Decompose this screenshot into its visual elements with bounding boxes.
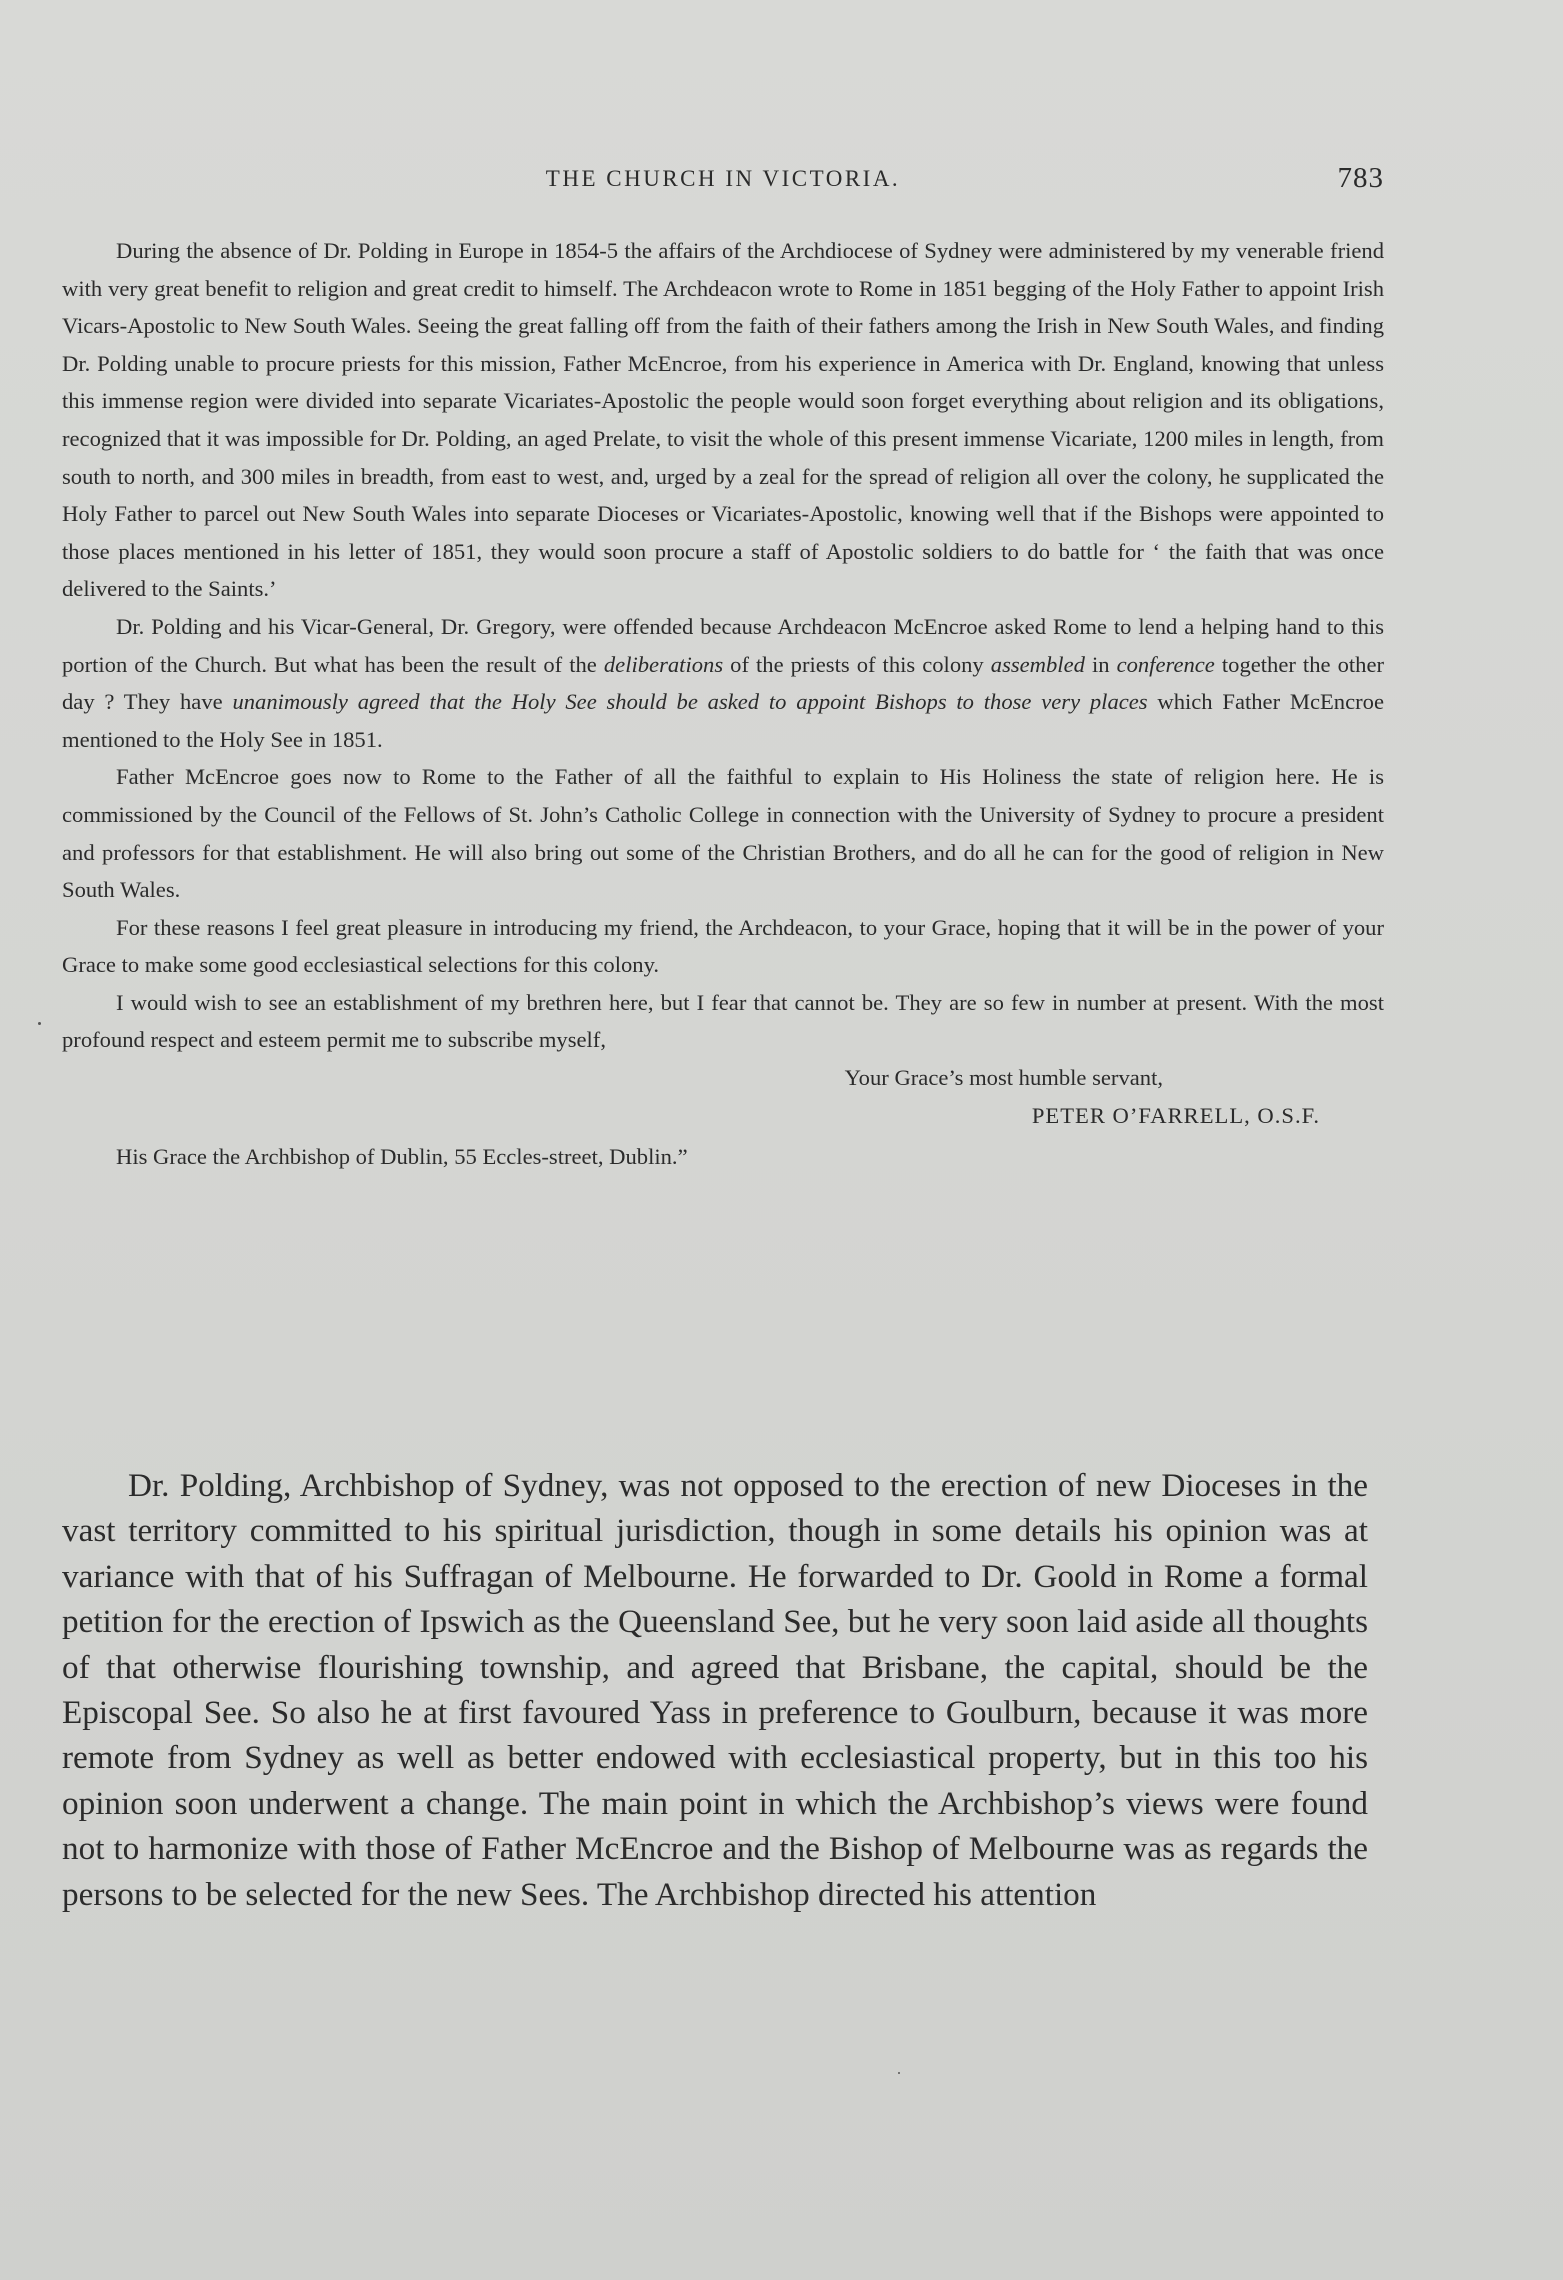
letter-paragraph-4: For these reasons I feel great pleasure in introducing my friend, the Archdeacon, to your Grace, hoping that it will be in the power of your Grace to make some good ecclesiastical selections for this colony. — [62, 914, 1384, 978]
letter-p2-italic-3: conference — [1116, 651, 1215, 677]
letter-p2-italic-2: assembled — [990, 651, 1085, 677]
letter-paragraph-2 — [62, 608, 1384, 758]
paper-speck — [38, 1022, 41, 1025]
paper-speck — [898, 2072, 900, 2074]
letter-p2-text-4: together the other day ? They have — [62, 651, 1384, 715]
letter-addressee: His Grace the Archbishop of Dublin, 55 Eccles-street, Dublin.” — [116, 1144, 688, 1170]
letter-p2-italic-4: unanimously agreed that the Holy See should be asked to appoint Bishops to those very places — [232, 689, 1148, 715]
quoted-letter — [62, 232, 1384, 1176]
letter-paragraph-5: I would wish to see an establishment of my brethren here, but I fear that cannot be. They are so few in number at present. With the most profound respect and esteem permit me to subscribe myself, — [62, 989, 1384, 1053]
letter-signature: PETER O’FARRELL, O.S.F. — [1031, 1102, 1320, 1128]
main-paragraph-1: Dr. Polding, Archbishop of Sydney, was not opposed to the erection of new Dioceses in the vast territory committed to his spiritual jurisdiction, though in some details his opinion was at variance with that of his Suffragan of Melbourne. He forwarded to Dr. Goold in Rome a formal petition for the erection of Ipswich as the Queensland See, but he very soon laid aside all thoughts of that otherwise flourishing township, and agreed that Brisbane, the capital, should be the Episcopal See. So also he at first favoured Yass in preference to Goulburn, because it was more remote from Sydney as well as better endowed with ecclesiastical property, but in this too his opinion soon underwent a change. The main point in which the Archbishop’s views were found not to harmonize with those of Father McEncroe and the Bishop of Melbourne was as regards the persons to be selected for the new Sees. The Archbishop directed his attention — [62, 1467, 1368, 1913]
page-number: 783 — [1337, 162, 1384, 194]
letter-p2-text-1: Dr. Polding and his Vicar-General, Dr. Gregory, were offended because Archdeacon McEncroe asked Rome to lend a helping hand to this portion of the Church. But what has been the result of the — [62, 613, 1384, 677]
main-body-text — [62, 1463, 1368, 1917]
letter-paragraph-1: During the absence of Dr. Polding in Europe in 1854-5 the affairs of the Archdiocese of Sydney were administered by my venerable friend with very great benefit to religion and great credit to himself. The Archdeacon wrote to Rome in 1851 begging of the Holy Father to appoint Irish Vicars-Apostolic to New South Wales. Seeing the great falling off from the faith of their fathers among the Irish in New South Wales, and finding Dr. Polding unable to procure priests for this mission, Father McEncroe, from his experience in America with Dr. England, knowing that unless this immense region were divided into separate Vicariates-Apostolic the people would soon forget everything about religion and its obligations, recognized that it was impossible for Dr. Polding, an aged Prelate, to visit the whole of this present immense Vicariate, 1200 miles in length, from south to north, and 300 miles in breadth, from east to west, and, urged by a zeal for the spread of religion all over the colony, he supplicated the Holy Father to parcel out New South Wales into separate Dioceses or Vicariates-Apostolic, knowing well that if the Bishops were appointed to those places mentioned in his letter of 1851, they would soon procure a staff of Apostolic soldiers to do battle for ‘ the faith that was once delivered to the Saints.’ — [62, 238, 1384, 602]
letter-closing: Your Grace’s most humble servant, — [844, 1065, 1163, 1091]
running-title: THE CHURCH IN VICTORIA. — [545, 166, 901, 191]
running-header — [62, 160, 1384, 200]
letter-paragraph-3: Father McEncroe goes now to Rome to the Father of all the faithful to explain to His Holiness the state of religion here. He is commissioned by the Council of the Fellows of St. John’s Catholic College in connection with the University of Sydney to procure a president and professors for that establishment. He will also bring out some of the Christian Brothers, and do all he can for the good of religion in New South Wales. — [62, 764, 1384, 903]
letter-p2-text-5: which Father McEncroe mentioned to the Holy See in 1851. — [62, 689, 1384, 752]
letter-p2-italic-1: deliberations — [603, 651, 724, 677]
letter-p2-text-3: in — [1084, 651, 1117, 677]
letter-p2-text-2: of the priests of this colony — [723, 651, 991, 677]
